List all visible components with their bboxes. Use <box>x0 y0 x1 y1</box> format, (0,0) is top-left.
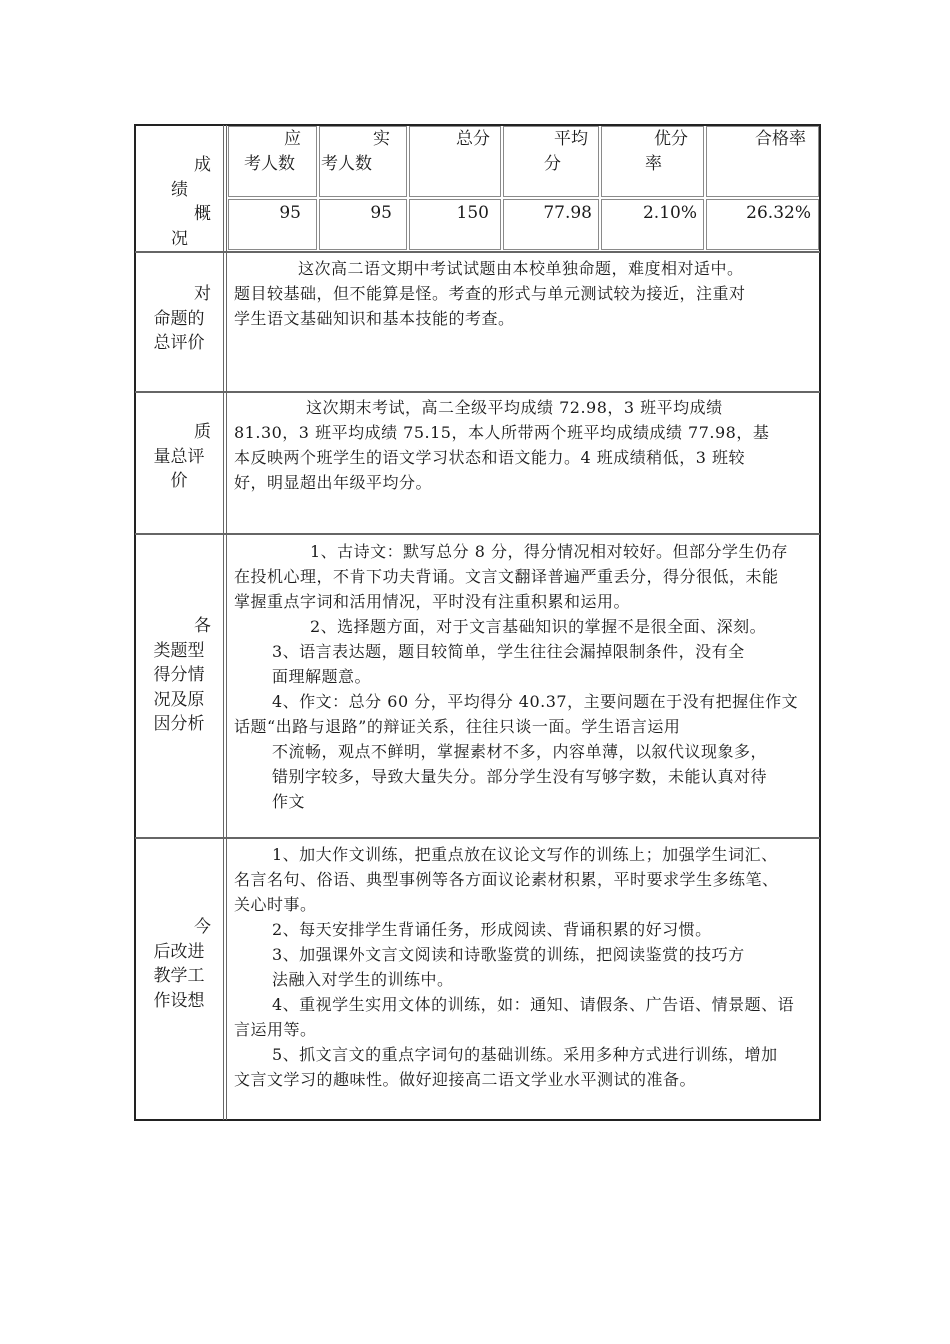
text-line: 3、语言表达题，题目较简单，学生往往会漏掉限制条件，没有全 <box>272 642 745 661</box>
header-line: 优分 <box>654 129 688 149</box>
label-line: 对 <box>194 284 211 304</box>
value-expected-count: 95 <box>279 203 301 223</box>
text-line: 作文 <box>272 792 306 811</box>
label-column-divider-inner <box>226 125 227 1120</box>
row-divider <box>135 391 820 393</box>
text-line: 言运用等。 <box>234 1020 317 1039</box>
section-body-quality-evaluation <box>234 395 820 495</box>
section-label-quality-evaluation <box>137 420 221 494</box>
text-line: 文言文学习的趣味性。做好迎接高二语文学业水平测试的准备。 <box>234 1070 697 1089</box>
label-line: 教学工 <box>153 966 205 986</box>
header-line: 总分 <box>456 129 490 149</box>
text-line: 学生语文基础知识和基本技能的考查。 <box>234 309 515 328</box>
text-line: 3、加强课外文言文阅读和诗歌鉴赏的训练，把阅读鉴赏的技巧方 <box>272 945 745 964</box>
text-line: 81.30，3 班平均成绩 75.15，本人所带两个班平均成绩成绩 77.98，基 <box>234 423 770 442</box>
label-line: 命题的 <box>153 308 205 329</box>
text-line: 题目较基础，但不能算是怪。考查的形式与单元测试较为接近，注重对 <box>234 284 746 303</box>
header-actual-count <box>321 127 405 176</box>
value-total-score: 150 <box>456 203 489 223</box>
header-line: 应 <box>284 129 301 149</box>
header-line: 合格率 <box>755 129 806 149</box>
text-line: 话题“出路与退路”的辩证关系，往往只谈一面。学生语言运用 <box>234 717 681 736</box>
header-line: 平均 <box>554 129 588 149</box>
text-line: 名言名句、俗语、典型事例等各方面议论素材积累，平时要求学生多练笔、 <box>234 870 779 889</box>
label-line: 因分析 <box>153 714 205 734</box>
section-body-question-analysis <box>234 539 839 814</box>
header-expected-count <box>230 127 315 176</box>
text-line: 好，明显超出年级平均分。 <box>234 473 433 492</box>
text-line: 在投机心理，不肯下功夫背诵。文言文翻译普遍严重丢分，得分很低，未能 <box>234 567 779 586</box>
text-line: 掌握重点字词和活用情况，平时没有注重积累和运用。 <box>234 592 631 611</box>
header-total-score <box>411 127 499 152</box>
text-line: 不流畅，观点不鲜明，掌握素材不多，内容单薄，以叙代议现象多， <box>272 742 768 761</box>
text-line: 法融入对学生的训练中。 <box>272 970 454 989</box>
text-line: 4、作文：总分 60 分，平均得分 40.37，主要问题在于没有把握住作文 <box>272 692 799 711</box>
label-line: 今 <box>194 917 211 937</box>
label-line: 价 <box>170 471 188 491</box>
label-line: 各 <box>194 616 211 636</box>
label-line: 概 <box>194 204 211 224</box>
header-line: 率 <box>645 153 662 174</box>
row-divider <box>135 251 820 253</box>
value-pass-rate: 26.32% <box>746 203 811 223</box>
section-label-question-analysis <box>137 614 221 737</box>
section-body-exam-evaluation <box>234 256 820 331</box>
label-line: 量总评 <box>153 446 205 467</box>
section-label-exam-evaluation <box>137 282 221 356</box>
text-line: 关心时事。 <box>234 895 317 914</box>
text-line: 本反映两个班学生的语文学习状态和语文能力。4 班成绩稍低，3 班较 <box>234 448 746 467</box>
section-body-improvement-plan <box>234 842 839 1092</box>
label-column-divider <box>223 125 224 1120</box>
header-line: 分 <box>544 153 561 174</box>
stats-row-label <box>137 153 221 251</box>
label-line: 后改进 <box>153 941 205 962</box>
text-line: 1、加大作文训练，把重点放在议论文写作的训练上；加强学生词汇、 <box>272 845 778 864</box>
label-line: 类题型 <box>153 640 205 661</box>
label-line: 况 <box>171 228 188 249</box>
text-line: 5、抓文言文的重点字词句的基础训练。采用多种方式进行训练，增加 <box>272 1045 778 1064</box>
header-average-score <box>505 127 597 176</box>
value-excellent-rate: 2.10% <box>642 203 697 223</box>
label-line: 作设想 <box>153 990 205 1011</box>
text-line: 2、每天安排学生背诵任务，形成阅读、背诵积累的好习惯。 <box>272 920 712 939</box>
label-line: 成 <box>194 155 211 175</box>
section-label-improvement-plan <box>137 915 221 1013</box>
value-average-score: 77.98 <box>543 203 592 223</box>
text-line: 4、重视学生实用文体的训练，如：通知、请假条、广告语、情景题、语 <box>272 995 795 1014</box>
row-divider <box>135 533 820 535</box>
text-line: 面理解题意。 <box>272 667 372 686</box>
text-line: 2、选择题方面，对于文言基础知识的掌握不是很全面、深刻。 <box>310 617 767 636</box>
row-divider <box>135 837 820 839</box>
header-line: 考人数 <box>321 153 372 174</box>
text-line: 这次期末考试，高二全级平均成绩 72.98，3 班平均成绩 <box>306 398 723 417</box>
text-line: 错别字较多，导致大量失分。部分学生没有写够字数，未能认真对待 <box>272 767 768 786</box>
label-line: 得分情 <box>153 665 205 685</box>
label-line: 况及原 <box>153 689 205 710</box>
label-line: 总评价 <box>153 333 205 353</box>
label-line: 质 <box>194 422 211 442</box>
text-line: 这次高二语文期中考试试题由本校单独命题，难度相对适中。 <box>298 259 744 278</box>
header-line: 实 <box>373 129 390 149</box>
header-line: 考人数 <box>244 153 295 174</box>
value-actual-count: 95 <box>370 203 392 223</box>
header-excellent-rate <box>603 127 702 176</box>
text-line: 1、古诗文：默写总分 8 分，得分情况相对较好。但部分学生仍存 <box>310 542 789 561</box>
label-line: 绩 <box>171 179 188 200</box>
header-pass-rate <box>708 127 817 152</box>
